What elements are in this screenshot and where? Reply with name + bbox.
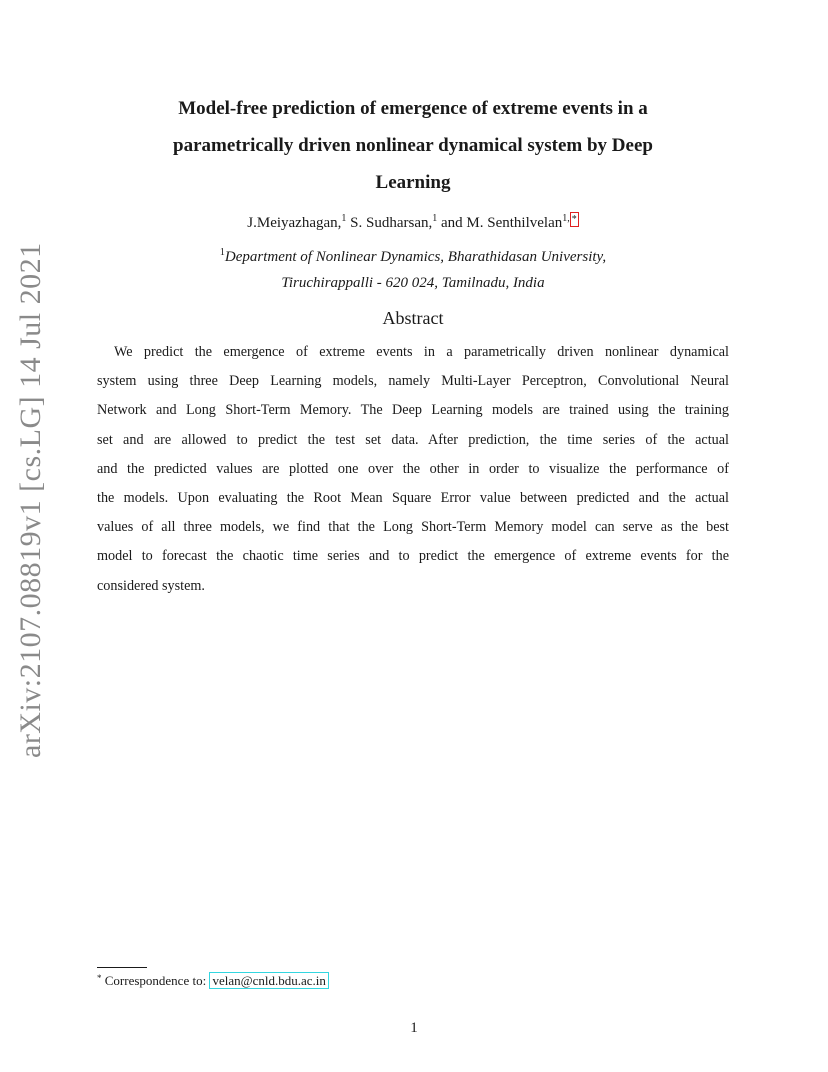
- arxiv-identifier-stamp: arXiv:2107.08819v1 [cs.LG] 14 Jul 2021: [14, 242, 47, 758]
- affiliation-text: Department of Nonlinear Dynamics, Bharathidasan University,: [224, 249, 607, 265]
- title-line: Model-free prediction of emergence of extreme events in a: [178, 98, 648, 119]
- title-line: Learning: [375, 172, 451, 193]
- abstract-body: [97, 338, 729, 601]
- email-link[interactable]: velan@cnld.bdu.ac.in: [209, 972, 328, 989]
- footnote-mark: *: [97, 973, 102, 983]
- affiliation-line: [97, 247, 729, 266]
- footnote-divider: [97, 967, 147, 968]
- author-name: S. Sudharsan,: [346, 215, 433, 231]
- title-line: parametrically driven nonlinear dynamical system by Deep: [173, 135, 653, 156]
- affiliation-marker: 1: [432, 213, 438, 224]
- abstract-heading: Abstract: [382, 308, 444, 328]
- abstract-line: system using three Deep Learning models, namely Multi-Layer Perceptron, Convolutional Neural: [97, 373, 729, 390]
- abstract-line: set and are allowed to predict the test set data. After prediction, the time series of the actual: [97, 431, 729, 448]
- affiliation-marker: 1: [341, 213, 347, 224]
- affiliation-marker: 1,: [562, 213, 570, 224]
- abstract-line: model to forecast the chaotic time series and to predict the emergence of extreme events for the: [97, 548, 729, 565]
- page-number: 1: [410, 1020, 418, 1036]
- author-name: J.Meiyazhagan,: [247, 215, 342, 231]
- author-list: [97, 212, 729, 232]
- footnote-text: Correspondence to:: [101, 973, 210, 988]
- abstract-line: the models. Upon evaluating the Root Mean Square Error value between predicted and the actual: [97, 490, 729, 507]
- abstract-line: and the predicted values are plotted one over the other in order to visualize the performance of: [97, 460, 729, 477]
- abstract-line: values of all three models, we find that the Long Short-Term Memory model can serve as the best: [97, 519, 729, 536]
- author-name: and M. Senthilvelan: [437, 215, 563, 231]
- abstract-line: We predict the emergence of extreme events in a parametrically driven nonlinear dynamical: [114, 344, 729, 360]
- footnote: [97, 972, 329, 989]
- affiliation-marker: 1: [219, 247, 225, 258]
- abstract-line: Network and Long Short-Term Memory. The Deep Learning models are trained using the training: [97, 402, 729, 419]
- corresponding-author-link[interactable]: *: [571, 214, 577, 225]
- abstract-line: considered system.: [97, 577, 205, 594]
- affiliation-line: Tiruchirappalli - 620 024, Tamilnadu, India: [281, 275, 545, 291]
- paper-title: [97, 90, 729, 201]
